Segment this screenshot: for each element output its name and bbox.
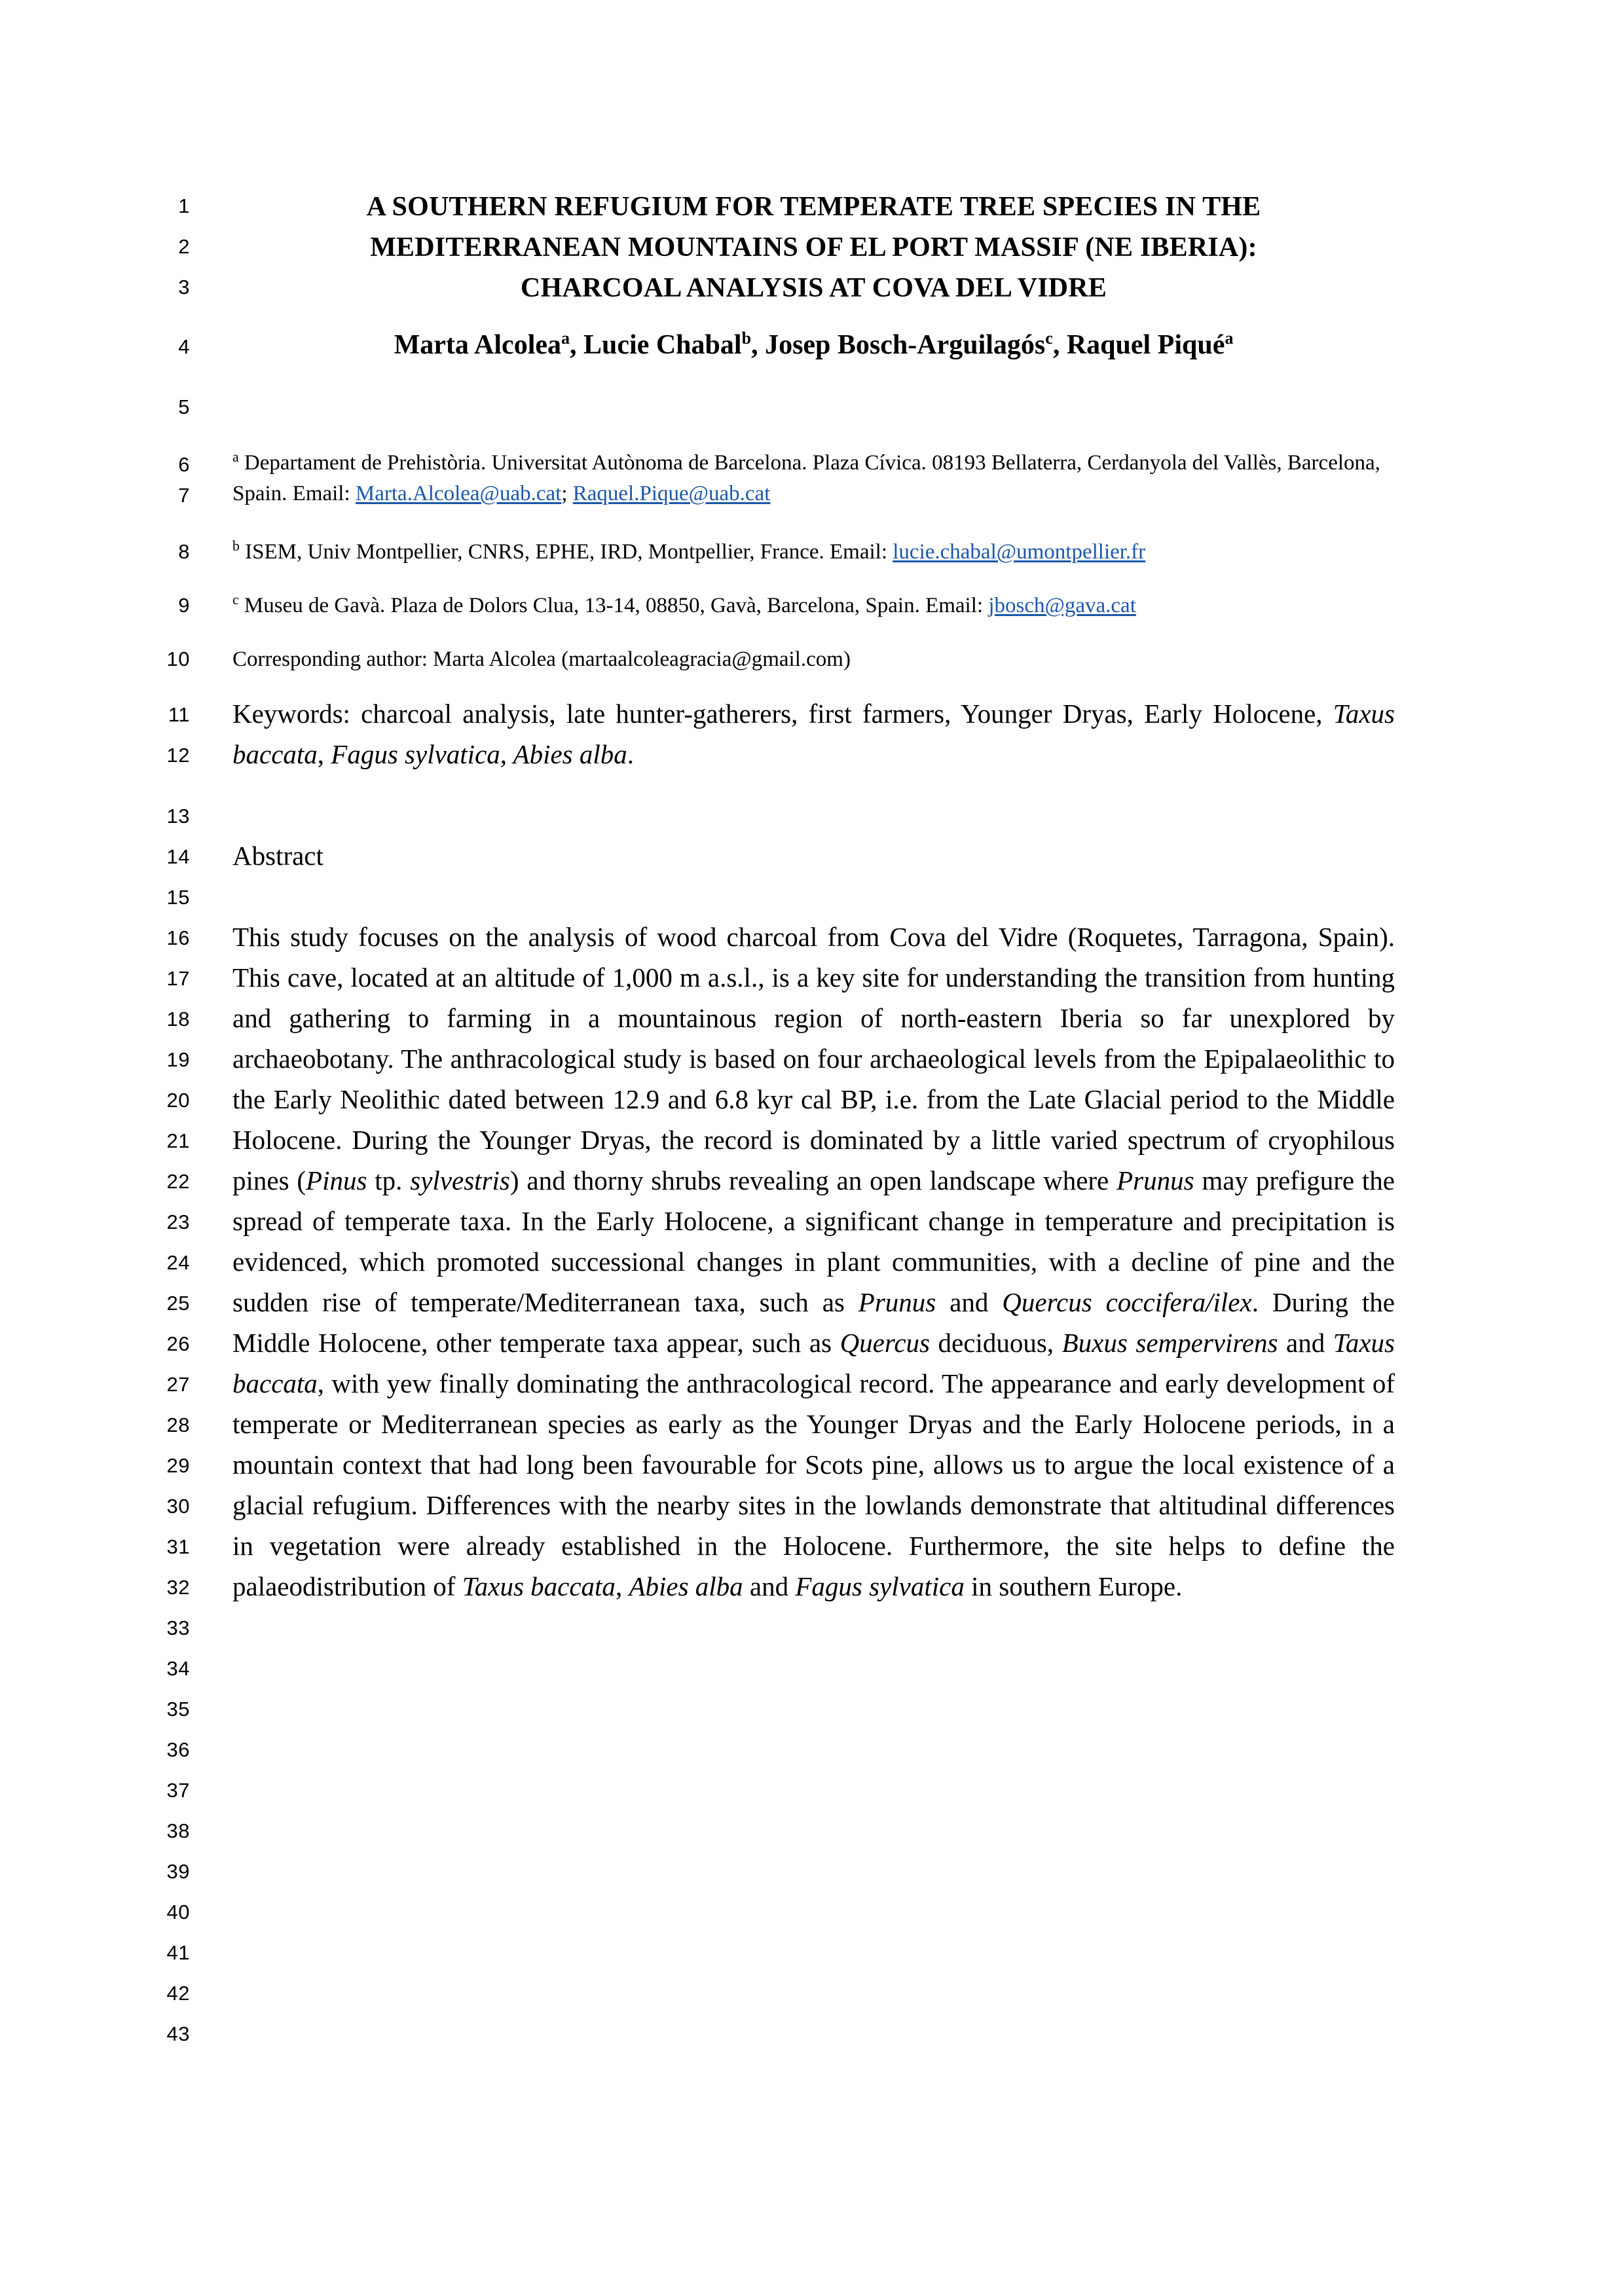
line-number: 13 (166, 805, 190, 828)
abstract-text: , (615, 1571, 629, 1601)
line-number: 19 (166, 1048, 190, 1071)
line-number-gutter (111, 0, 190, 2296)
abstract-text: in southern Europe. (964, 1571, 1183, 1601)
keywords-suffix: . (627, 739, 635, 769)
abstract-text: may prefigure the spread of temperate taxa. In the Early Holocene, a significant change in temperature and precipitation is evidenced, which promoted successional changes in plant communities, with a decline of pine and the sudden rise of temperate/Mediterranean taxa, such as (232, 1165, 1395, 1317)
abstract-heading: Abstract (232, 841, 323, 871)
abstract-text: and (1278, 1328, 1333, 1358)
author-affiliation-marker: a (1225, 329, 1234, 348)
line-number: 12 (166, 744, 190, 767)
keyword-taxon: Fagus sylvatica, Abies alba (331, 739, 627, 769)
line-number: 1 (178, 194, 190, 217)
keywords (232, 693, 1395, 774)
line-number: 3 (178, 276, 190, 299)
taxon-name: Prunus (1116, 1165, 1194, 1195)
corresponding-author: Corresponding author: Marta Alcolea (martaalcoleagracia@gmail.com) (232, 647, 851, 671)
affiliation-marker: c (232, 592, 239, 608)
line-number: 20 (166, 1089, 190, 1112)
email-link-jbosch[interactable]: jbosch@gava.cat (988, 594, 1136, 617)
abstract-text: . During the Middle Holocene, other temperate taxa appear, such as (232, 1287, 1395, 1358)
line-number: 22 (166, 1170, 190, 1193)
line-number: 2 (178, 235, 190, 258)
abstract-text: deciduous, (929, 1328, 1062, 1358)
line-number: 37 (166, 1779, 190, 1802)
email-link-raquel-pique[interactable]: Raquel.Pique@uab.cat (572, 482, 771, 505)
abstract-text: tp. (367, 1165, 411, 1195)
line-number: 33 (166, 1616, 190, 1639)
author-name: Lucie Chabal (583, 330, 742, 360)
line-number: 9 (178, 594, 190, 617)
line-number: 36 (166, 1738, 190, 1761)
taxon-name: Taxus baccata (232, 1328, 1395, 1398)
line-number: 18 (166, 1008, 190, 1030)
page-title (232, 187, 1395, 308)
line-number: 24 (166, 1251, 190, 1274)
taxon-name: Abies alba (629, 1571, 743, 1601)
title-line-2: MEDITERRANEAN MOUNTAINS OF EL PORT MASSIF (NE IBERIA): (370, 232, 1257, 263)
author-name: Josep Bosch-Arguilagós (765, 330, 1046, 360)
affiliation-b (232, 537, 1395, 568)
line-number: 8 (178, 540, 190, 563)
title-line-3: CHARCOAL ANALYSIS AT COVA DEL VIDRE (520, 273, 1107, 303)
line-number: 16 (166, 926, 190, 949)
line-number: 39 (166, 1860, 190, 1883)
line-number: 38 (166, 1819, 190, 1842)
affiliation-text: ISEM, Univ Montpellier, CNRS, EPHE, IRD, Montpellier, France. Email: (239, 540, 893, 564)
line-number: 7 (178, 484, 190, 507)
line-number: 32 (166, 1576, 190, 1599)
author-name: Marta Alcolea (394, 330, 562, 360)
keyword-taxon: Taxus baccata (232, 699, 1395, 769)
line-number: 34 (166, 1657, 190, 1680)
affiliation-c (232, 591, 1395, 621)
line-number: 35 (166, 1698, 190, 1721)
line-number: 29 (166, 1454, 190, 1477)
line-number: 10 (166, 647, 190, 670)
taxon-name: Buxus sempervirens (1061, 1328, 1278, 1358)
author-list (232, 325, 1395, 365)
line-number: 21 (166, 1129, 190, 1152)
taxon-name: Pinus (306, 1165, 367, 1195)
abstract-text: , with yew finally dominating the anthracological record. The appearance and early development of temperate or Mediterranean species as early as the Younger Dryas and the Early Holocene periods, in a mountain context that had long been favourable for Scots pine, allows us to argue the local existence of a glacial refugium. Differences with the nearby sites in the lowlands demonstrate that altitudinal differences in vegetation were already established in the Holocene. Furthermore, the site helps to define the palaeodistribution of (232, 1368, 1395, 1601)
email-link-lucie-chabal[interactable]: lucie.chabal@umontpellier.fr (893, 540, 1146, 564)
line-number: 28 (166, 1413, 190, 1436)
affiliation-text: Departament de Prehistòria. Universitat Autònoma de Barcelona. Plaza Cívica. 08193 Bellaterra, Cerdanyola del Vallès, Barcelona, Spain. Email: (232, 451, 1380, 505)
abstract-text: and (743, 1571, 796, 1601)
taxon-name: Quercus coccifera/ilex (1002, 1287, 1252, 1317)
line-number: 42 (166, 1982, 190, 2005)
taxon-name: Quercus (840, 1328, 930, 1358)
line-number: 43 (166, 2022, 190, 2045)
keywords-separator: , (317, 739, 331, 769)
keywords-text: Keywords: charcoal analysis, late hunter-gatherers, first farmers, Younger Dryas, Early Holocene, (232, 699, 1333, 729)
line-number: 26 (166, 1332, 190, 1355)
line-number: 14 (166, 845, 190, 868)
line-number: 17 (166, 967, 190, 990)
line-number: 25 (166, 1292, 190, 1315)
email-separator: ; (561, 482, 573, 505)
taxon-name: Fagus sylvatica (795, 1571, 965, 1601)
affiliation-text: Museu de Gavà. Plaza de Dolors Clua, 13-14, 08850, Gavà, Barcelona, Spain. Email: (238, 594, 989, 617)
author-separator: , (1052, 330, 1067, 360)
abstract-text: ) and thorny shrubs revealing an open landscape where (509, 1165, 1117, 1195)
abstract-text: and (936, 1287, 1003, 1317)
line-number: 5 (178, 395, 190, 418)
line-number: 27 (166, 1373, 190, 1396)
line-number: 15 (166, 886, 190, 909)
line-number: 30 (166, 1495, 190, 1518)
line-number: 31 (166, 1535, 190, 1558)
author-affiliation-marker: c (1045, 329, 1053, 348)
abstract-text: This study focuses on the analysis of wood charcoal from Cova del Vidre (Roquetes, Tarragona, Spain). This cave, located at an altitude of 1,000 m a.s.l., is a key site for understanding the transition from hunting and gathering to farming in a mountainous region of north-eastern Iberia so far unexplored by archaeobotany. The anthracological study is based on four archaeological levels from the Epipalaeolithic to the Early Neolithic dated between 12.9 and 6.8 kyr cal BP, i.e. from the Late Glacial period to the Middle Holocene. During the Younger Dryas, the record is dominated by a little varied spectrum of cryophilous pines ( (232, 922, 1395, 1195)
line-number: 11 (168, 703, 190, 726)
affiliation-marker: a (232, 449, 239, 465)
taxon-name: Prunus (858, 1287, 936, 1317)
abstract-paragraph (232, 917, 1395, 1607)
taxon-name: sylvestris (410, 1165, 510, 1195)
affiliation-marker: b (232, 538, 240, 554)
line-number: 6 (178, 453, 190, 476)
affiliation-a (232, 448, 1395, 509)
author-affiliation-marker: a (561, 329, 570, 348)
author-affiliation-marker: b (741, 329, 752, 348)
email-link-marta-alcolea[interactable]: Marta.Alcolea@uab.cat (355, 482, 562, 505)
line-number: 41 (166, 1941, 190, 1964)
line-number: 23 (166, 1211, 190, 1233)
taxon-name: Taxus baccata (462, 1571, 616, 1601)
line-number: 40 (166, 1901, 190, 1923)
author-separator: , (751, 330, 766, 360)
line-number: 4 (178, 335, 190, 358)
title-line-1: A SOUTHERN REFUGIUM FOR TEMPERATE TREE SPECIES IN THE (366, 192, 1261, 222)
author-name: Raquel Piqué (1066, 330, 1225, 360)
author-separator: , (570, 330, 584, 360)
